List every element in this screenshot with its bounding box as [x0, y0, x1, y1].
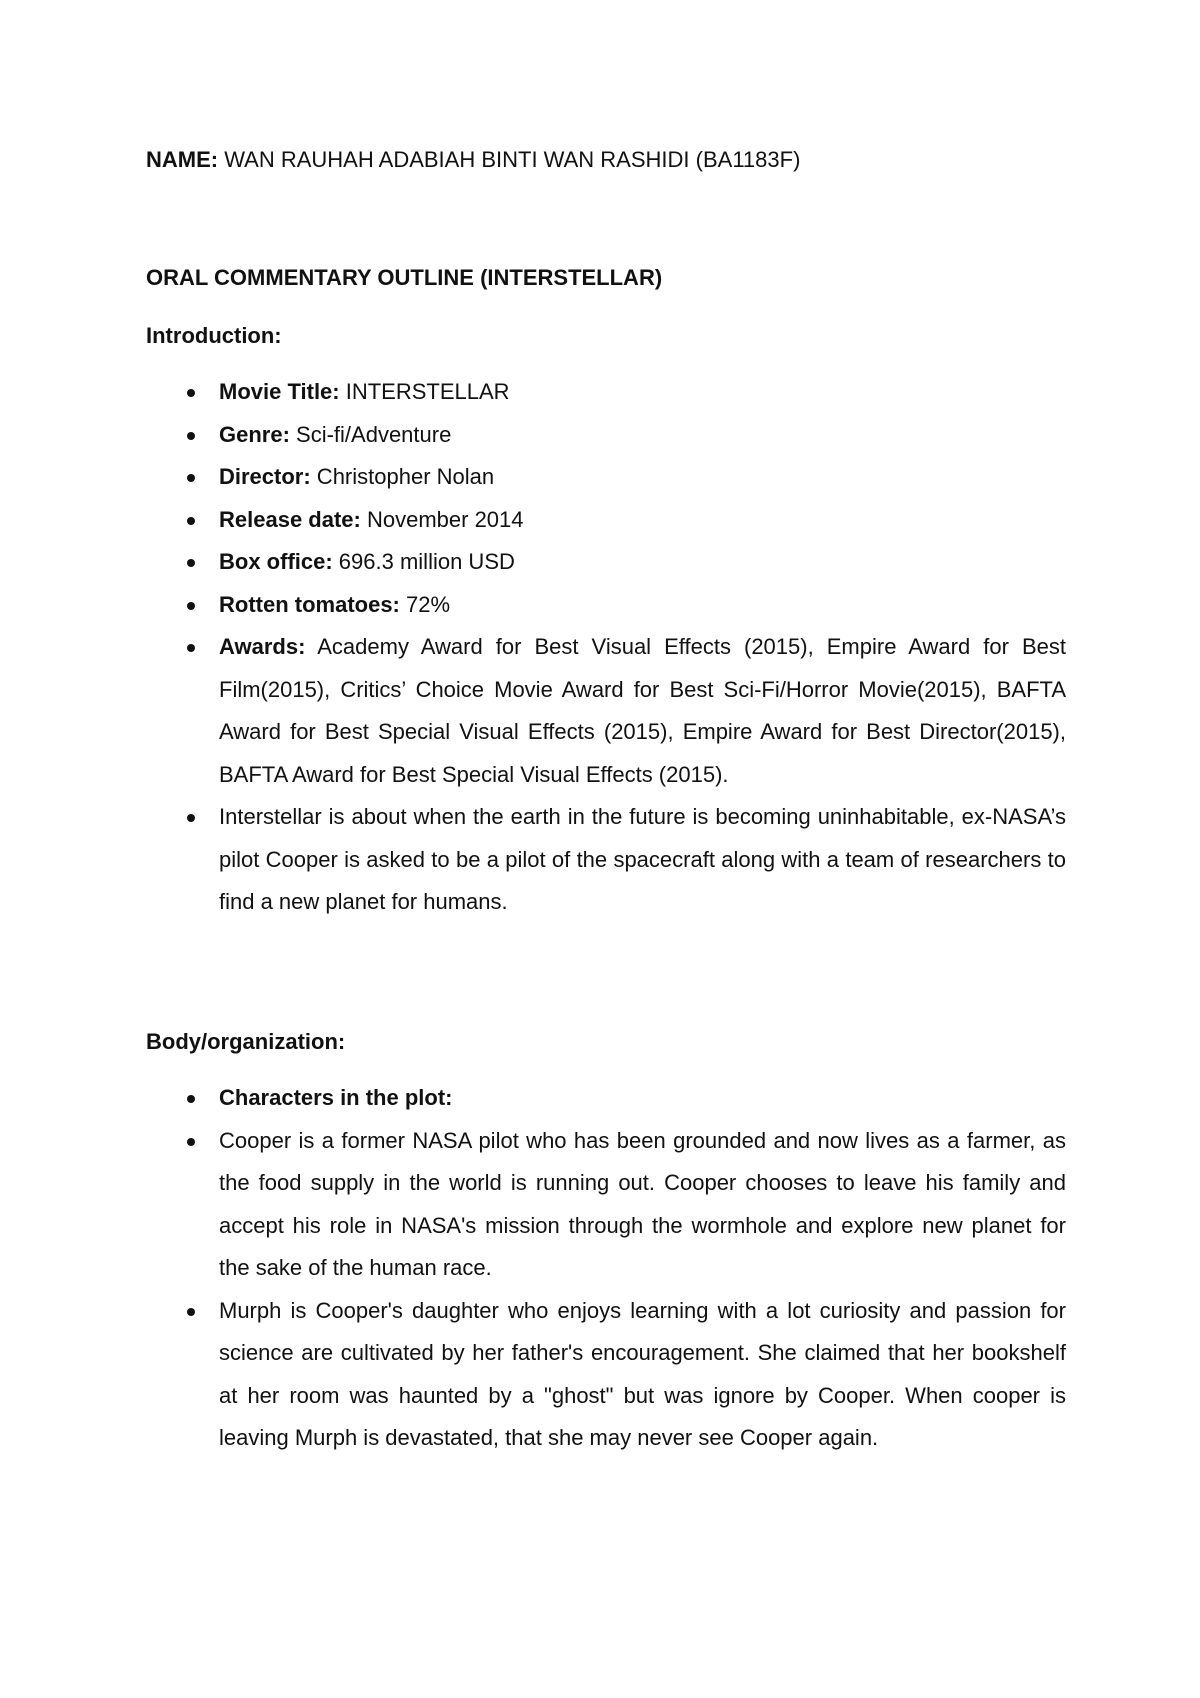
- item-text: INTERSTELLAR: [339, 379, 510, 404]
- list-item-characters: [146, 1077, 1066, 1120]
- item-text: 696.3 million USD: [332, 549, 515, 574]
- list-item-awards: [146, 626, 1066, 796]
- bullet-icon: [187, 517, 195, 525]
- name-label: NAME:: [146, 147, 219, 172]
- list-item-synopsis: [146, 796, 1066, 924]
- item-text: 72%: [399, 591, 451, 617]
- bullet-icon: [187, 1308, 195, 1316]
- list-item-release-date: [146, 499, 1066, 542]
- item-label: Movie Title:: [219, 379, 340, 404]
- introduction-heading: Introduction:: [146, 323, 282, 348]
- bullet-icon: [187, 602, 195, 610]
- item-text: Sci-fi/Adventure: [289, 421, 452, 447]
- body-heading: Body/organization:: [146, 1029, 346, 1054]
- item-text: November 2014: [360, 506, 524, 532]
- item-label: Characters in the plot:: [219, 1085, 453, 1110]
- bullet-icon: [187, 644, 195, 652]
- item-text: Christopher Nolan: [310, 464, 495, 489]
- bullet-icon: [187, 474, 195, 482]
- item-label: Director:: [219, 464, 311, 489]
- item-text: Interstellar is about when the earth in the future is becoming uninhabitable, ex-NASA’s pilot Cooper is asked to be a pilot of the spacecraft along with a team of researchers to find a new planet for humans.: [219, 804, 1066, 914]
- bullet-icon: [187, 1138, 195, 1146]
- item-label: Release date:: [219, 506, 361, 532]
- list-item-murph: [146, 1290, 1066, 1460]
- document-title: ORAL COMMENTARY OUTLINE (INTERSTELLAR): [146, 265, 663, 290]
- item-label: Box office:: [219, 549, 333, 574]
- item-text: Cooper is a former NASA pilot who has been grounded and now lives as a farmer, as the food supply in the world is running out. Cooper chooses to leave his family and accept his role in NASA's mission through the wormhole and explore new planet for the sake of the human race.: [219, 1127, 1066, 1280]
- list-item-director: [146, 456, 1066, 499]
- list-item-rotten-tomatoes: [146, 584, 1066, 627]
- list-item-genre: [146, 414, 1066, 457]
- bullet-icon: [187, 814, 195, 822]
- item-text: Academy Award for Best Visual Effects (2015), Empire Award for Best Film(2015), Critics’ Choice Movie Award for Best Sci-Fi/Horror Movie(2015), BAFTA Award for Best Special Visual Effects (2015), Empire Award for Best Director(2015), BAFTA Award for Best Special Visual Effects (2015).: [219, 634, 1066, 787]
- list-item-movie-title: [146, 371, 1066, 414]
- name-value: WAN RAUHAH ADABIAH BINTI WAN RASHIDI (BA1183F): [218, 147, 801, 172]
- item-label: Genre:: [219, 421, 290, 447]
- item-text: Murph is Cooper's daughter who enjoys learning with a lot curiosity and passion for science are cultivated by her father's encouragement. She claimed that her bookshelf at her room was haunted by a "ghost" but was ignore by Cooper. When cooper is leaving Murph is devastated, that she may never see Cooper again.: [219, 1297, 1066, 1450]
- item-label: Rotten tomatoes:: [219, 591, 400, 617]
- list-item-box-office: [146, 541, 1066, 584]
- bullet-icon: [187, 1095, 195, 1103]
- list-item-cooper: [146, 1120, 1066, 1290]
- body-list: [146, 1077, 1066, 1460]
- item-label: Awards:: [219, 634, 306, 659]
- bullet-icon: [187, 389, 195, 397]
- bullet-icon: [187, 559, 195, 567]
- bullet-icon: [187, 432, 195, 440]
- introduction-list: [146, 371, 1066, 924]
- student-name-line: [146, 147, 1066, 173]
